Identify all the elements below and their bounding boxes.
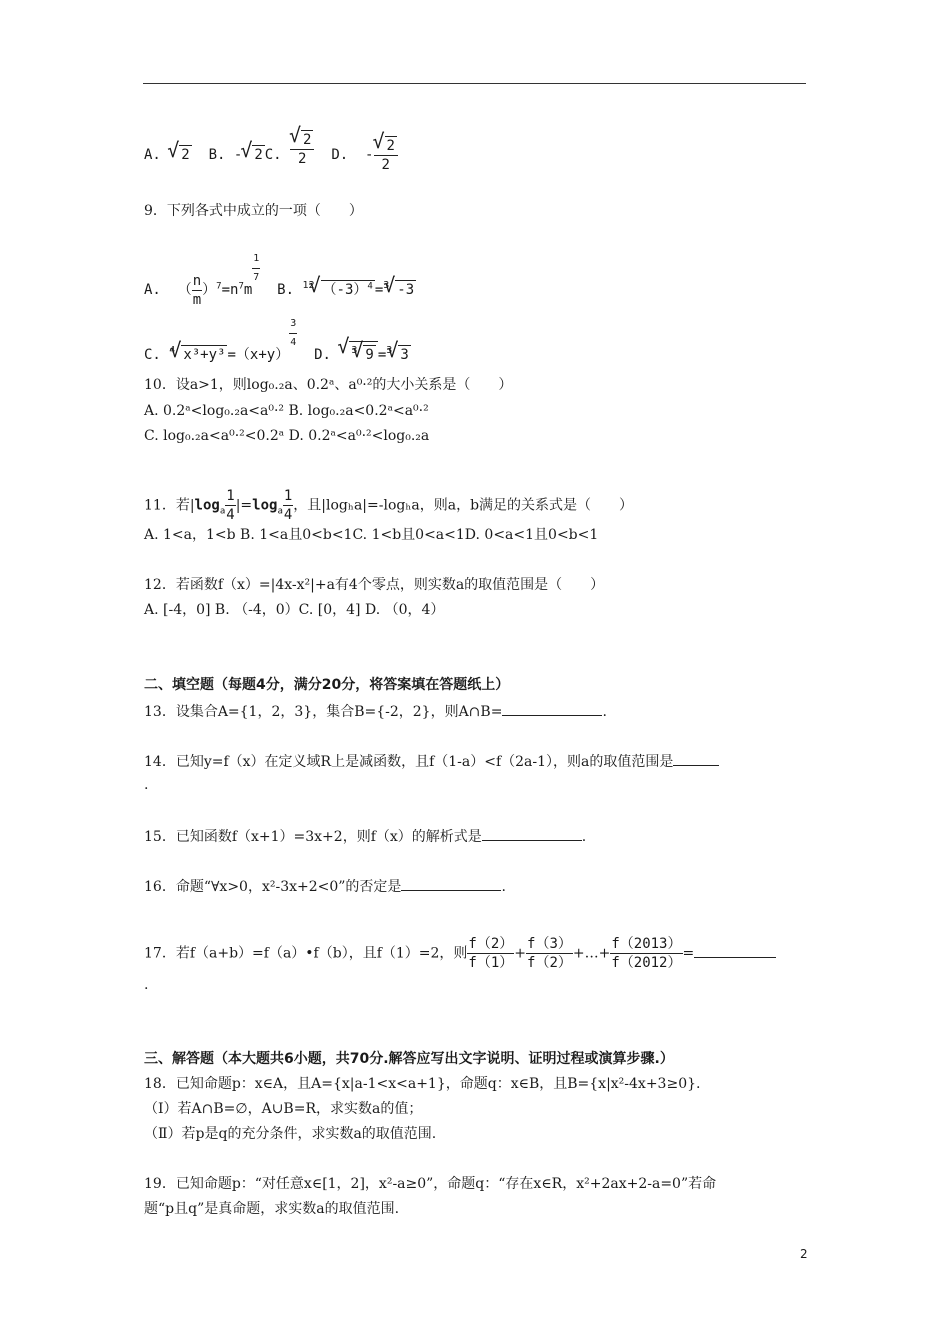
q17-frac-3 <box>610 935 682 972</box>
q9-a-rhs-pow: 7 <box>238 281 244 292</box>
q17-frac-3-num: f（2013） <box>611 936 682 952</box>
q8-options <box>144 132 398 174</box>
q18-stem: 18．已知命题p：x∈A，且A={x|a-1<x<a+1}，命题q：x∈B，且B={x|x²-4x+3≥0}. <box>144 1076 701 1092</box>
q9-c-radical <box>171 345 227 364</box>
q18-part-1: （Ⅰ）若A∩B=∅，A∪B=R，求实数a的值； <box>144 1101 423 1117</box>
q15-end: . <box>581 829 587 845</box>
q15-text: 15．已知函数f（x+1）=3x+2，则f（x）的解析式是 <box>144 829 482 845</box>
q9-b-pow: 4 <box>367 281 373 292</box>
q8-b-radicand: 2 <box>254 147 263 163</box>
q17-frac-1-den: f（1） <box>468 955 514 971</box>
q9-a-label: A. <box>144 282 178 298</box>
q9-c-label: C. <box>144 347 170 363</box>
q14-answer-blank <box>673 751 719 766</box>
q13-end: . <box>602 704 607 720</box>
q13-answer-blank <box>502 701 602 716</box>
q9-b-radical2 <box>385 280 416 299</box>
q17-frac-2-num: f（3） <box>527 936 572 952</box>
q8-a-radicand: 2 <box>181 147 190 163</box>
q9-b-eq: = <box>374 282 384 298</box>
q11-fraction-2 <box>283 487 293 524</box>
q8-c-den: 2 <box>298 151 307 167</box>
q9-a-exp-den: 7 <box>253 272 260 283</box>
q11-options: A. 1<a，1<b B. 1<a且0<b<1C. 1<b且0<a<1D. 0<a<1且0<b<1 <box>144 527 599 543</box>
q10-stem: 10．设a>1，则log₀.₂a、0.2ᵃ、a⁰·²的大小关系是（ ） <box>144 377 513 393</box>
q16-end: . <box>501 879 506 895</box>
q17-plus-1: + <box>514 945 527 962</box>
q9-a-pow: 7 <box>216 281 222 292</box>
q11-mid: |= <box>235 497 253 514</box>
q8-d-label: D. - <box>314 147 374 163</box>
q9-c-exp-den: 4 <box>290 337 297 348</box>
q16 <box>144 876 506 896</box>
q9-d-radicand2: 3 <box>400 347 409 363</box>
q9-b-radicand2: -3 <box>397 282 415 298</box>
q17-frac-1-num: f（2） <box>468 936 514 952</box>
q17-plus-2: +…+ <box>572 945 611 962</box>
q10-options-2: C. log₀.₂a<a⁰·²<0.2ᵃ D. 0.2ᵃ<a⁰·²<log₀.₂a <box>144 428 430 444</box>
q11-den-2: 4 <box>283 507 293 523</box>
q9-d-radical2 <box>388 345 410 364</box>
q9-d-index2: 3 <box>386 345 393 357</box>
q8-c-num: 2 <box>303 132 312 148</box>
q11-stem-pre: 11．若| <box>144 497 195 514</box>
q9-d-label: D. <box>297 347 340 363</box>
q11-stem-post: ，且|logₕa|=-logₕa，则a，b满足的关系式是（ ） <box>293 497 634 514</box>
section-2-title: 二、填空题（每题4分，满分20分，将答案填在答题纸上） <box>144 677 510 693</box>
q8-b-radical <box>242 145 264 164</box>
header-rule <box>143 83 806 84</box>
q14 <box>144 751 719 771</box>
page-number: 2 <box>800 1247 808 1261</box>
q9-c-radicand: x³+y³ <box>183 347 226 363</box>
q17-text: 17．若f（a+b）=f（a）•f（b），且f（1）=2，则 <box>144 945 468 962</box>
q11-base-2: a <box>277 506 283 517</box>
q8-a-label: A. <box>144 147 170 163</box>
q14-text: 14．已知y=f（x）在定义域R上是减函数，且f（1-a）<f（2a-1），则a的取值范围是 <box>144 754 674 770</box>
q11-fraction <box>225 487 235 524</box>
q9-a-rhs: =n <box>221 282 239 298</box>
q9-c-index: 4 <box>169 345 176 357</box>
q11-log: log <box>194 497 220 514</box>
q17-frac-1 <box>467 935 514 972</box>
q9-b-index2: 3 <box>383 280 390 292</box>
q19-line-2: 题“p且q”是真命题，求实数a的取值范围. <box>144 1201 400 1217</box>
q14-end: . <box>144 777 149 793</box>
q17 <box>144 935 776 972</box>
q11-num-2: 1 <box>283 488 293 504</box>
q8-a-radical <box>169 145 191 164</box>
q9-a-exp-num: 1 <box>252 250 260 269</box>
q9-b-index: 12 <box>302 280 315 292</box>
section-3-title: 三、解答题（本大题共6小题，共70分.解答应写出文字说明、证明过程或演算步骤.） <box>144 1051 674 1067</box>
q15 <box>144 826 586 846</box>
q17-end: . <box>144 977 149 993</box>
q9-b-label: B. <box>260 282 303 298</box>
q9-options-ab: A. （ $\frac{n}{m}$ ）$^7=n^7m$ $\frac{1}{7}$ B. $^{12}$√ $(-3)^4 =^3√$ -3 <box>144 250 416 309</box>
q8-c-label: C. <box>264 147 291 163</box>
q9-d-index: 3 <box>351 345 358 357</box>
q8-d-fraction <box>374 136 398 174</box>
q9-stem: 9．下列各式中成立的一项（ ） <box>144 203 363 219</box>
q17-frac-2-den: f（2） <box>527 955 572 971</box>
q17-frac-2 <box>526 935 573 972</box>
q9-c-eq: =（x+y） <box>227 347 290 363</box>
q12-stem: 12．若函数f（x）=|4x-x²|+a有4个零点，则实数a的取值范围是（ ） <box>144 577 605 593</box>
q9-c-exp-num: 3 <box>289 315 297 334</box>
q11-stem <box>144 487 633 524</box>
q8-b-label: B. - <box>191 147 243 163</box>
q9-a-fraction <box>192 272 202 309</box>
q9-a-frac-num: n <box>192 272 202 289</box>
q9-d-eq: = <box>377 347 387 363</box>
q9-b-radicand: （-3） <box>322 282 368 298</box>
q9-a-m: m <box>243 282 253 298</box>
q19-line-1: 19．已知命题p：“对任意x∈[1，2]，x²-a≥0”，命题q：“存在x∈R，x²+2ax+2-a=0”若命 <box>144 1176 717 1192</box>
q17-frac-3-den: f（2012） <box>611 955 682 971</box>
q11-den: 4 <box>226 507 235 523</box>
q10-options-1: A. 0.2ᵃ<log₀.₂a<a⁰·² B. log₀.₂a<0.2ᵃ<a⁰·² <box>144 403 429 419</box>
q13-text: 13．设集合A={1，2，3}，集合B={-2，2}，则A∩B= <box>144 704 503 720</box>
q13 <box>144 701 607 721</box>
q11-log-2: log <box>252 497 278 514</box>
q8-d-den: 2 <box>381 157 390 173</box>
q9-a-frac-den: m <box>192 291 202 308</box>
q8-d-num: 2 <box>386 138 395 154</box>
q9-d-radical <box>339 341 377 364</box>
q18-part-2: （Ⅱ）若p是q的充分条件，求实数a的取值范围. <box>144 1126 437 1142</box>
q8-c-fraction <box>290 130 314 168</box>
q17-answer-blank <box>694 943 776 958</box>
q9-d-inner: 9 <box>365 347 374 363</box>
q11-num: 1 <box>226 488 235 504</box>
q16-answer-blank <box>401 876 501 891</box>
q12-options: A. [-4，0] B. （-4，0）C. [0，4] D. （0，4） <box>144 602 445 618</box>
q11-base: a <box>219 506 226 517</box>
q9-options-cd <box>144 315 411 364</box>
q15-answer-blank <box>482 826 582 841</box>
q17-eq: = <box>682 945 695 962</box>
q16-text: 16．命题“∀x>0，x²-3x+2<0”的否定是 <box>144 879 402 895</box>
q9-b-radical <box>311 280 375 299</box>
